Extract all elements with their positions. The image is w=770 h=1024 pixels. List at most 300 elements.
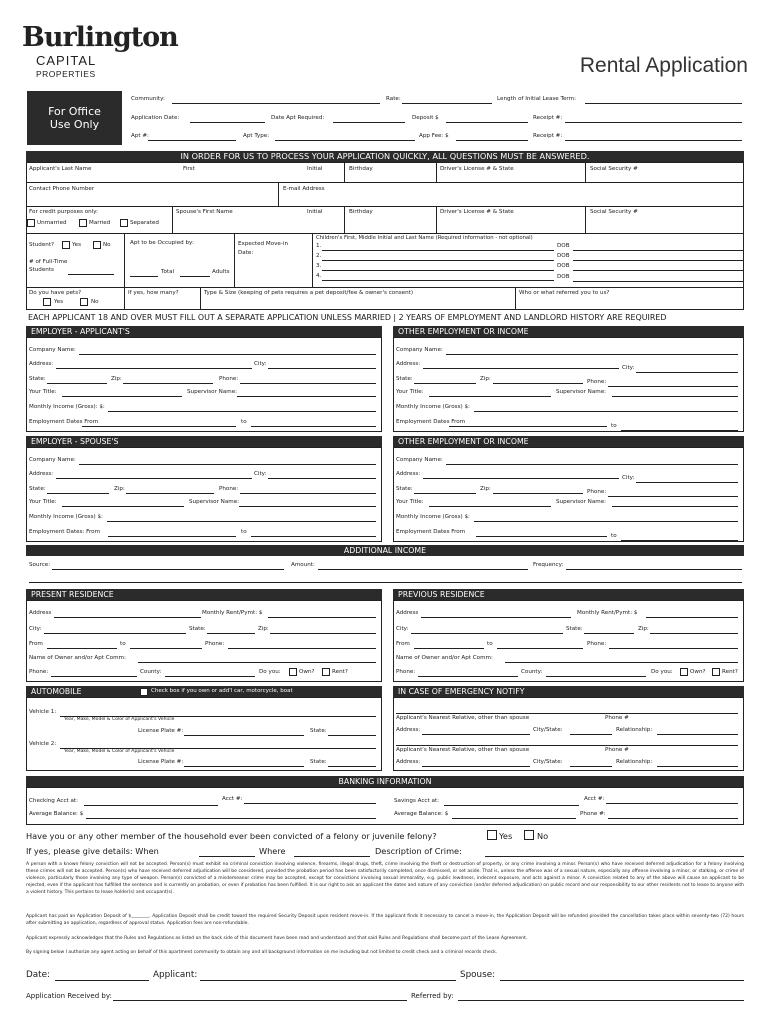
oe-state-field[interactable] xyxy=(414,383,476,384)
auto-extra-checkbox[interactable] xyxy=(140,688,148,696)
last-name-label: Applicant's Last Name xyxy=(29,166,92,172)
apt-no-field[interactable] xyxy=(148,140,236,141)
child4-num: 4. xyxy=(316,273,322,279)
fulltime-label-1: # of Full-Time xyxy=(29,259,68,265)
date-apt-req-field[interactable] xyxy=(333,122,405,123)
receipt1-label: Receipt #: xyxy=(533,115,563,121)
emp-state-field[interactable] xyxy=(47,383,107,384)
em2-address-label: Address: xyxy=(396,759,421,765)
emp-dates-label: Employment Dates From xyxy=(29,419,99,425)
pr-rent-field[interactable] xyxy=(268,617,376,618)
oe-income-label: Monthly Income (Gross) $: xyxy=(396,404,470,410)
present-residence-header: PRESENT RESIDENCE xyxy=(26,589,382,600)
how-many-label: If yes, how many? xyxy=(128,290,179,296)
sign-date-field[interactable] xyxy=(55,980,149,981)
office-line2: Use Only xyxy=(49,118,100,131)
child2-dob-field[interactable] xyxy=(573,260,743,261)
felony-no-label: No xyxy=(537,831,549,841)
oe2-title-field[interactable] xyxy=(429,506,551,507)
pr-zip-field[interactable] xyxy=(270,633,376,634)
each-applicant-notice: EACH APPLICANT 18 AND OVER MUST FILL OUT A SEPARATE APPLICATION UNLESS MARRIED | 2 YEARS OF EMPLOYMENT AND LANDLORD HISTORY ARE REQUIRED xyxy=(28,313,667,322)
child4-dob-field[interactable] xyxy=(573,281,743,282)
checking-acct-field[interactable] xyxy=(244,803,376,804)
em2-relationship-field[interactable] xyxy=(657,766,738,767)
em2-name-field[interactable] xyxy=(396,745,738,746)
received-by-field[interactable] xyxy=(113,1000,407,1001)
receipt2-label: Receipt #: xyxy=(533,133,563,139)
children-label: Children's First, Middle Initial and Last Name (Required information - not optional) xyxy=(316,235,533,241)
sp-title-label: Your Title: xyxy=(29,499,57,505)
v2-state-label: State: xyxy=(310,759,327,765)
oe2-address-field[interactable] xyxy=(423,478,619,479)
pr-owner-label: Name of Owner and/or Apt Comm: xyxy=(29,655,126,661)
apt-type-label: Apt Type: xyxy=(243,133,270,139)
sp-dates-to-field[interactable] xyxy=(251,536,376,537)
pets-label: Do you have pets? xyxy=(29,290,82,296)
ssn-label: Social Security # xyxy=(590,166,638,172)
lease-term-label: Length of Initial Lease Term: xyxy=(497,96,576,102)
pr-county-label: County: xyxy=(140,669,162,675)
em2-citystate-field[interactable] xyxy=(570,766,612,767)
pv-doyou-label: Do you: xyxy=(651,669,673,675)
oe-zip-field[interactable] xyxy=(493,383,583,384)
separated-label: Separated xyxy=(130,220,159,226)
ai-amount-field[interactable] xyxy=(318,569,528,570)
felony-when-field[interactable] xyxy=(199,856,255,857)
emp-zip-field[interactable] xyxy=(123,383,213,384)
automobile-title: AUTOMOBILE xyxy=(31,687,82,696)
oe2-phone-field[interactable] xyxy=(608,496,738,497)
child3-dob: DOB xyxy=(557,263,570,269)
pv-phone-label: Phone: xyxy=(587,641,607,647)
v1-hint: Year, Make, Model & Color of Applicant's Vehicle xyxy=(64,717,175,722)
emp-city-label: City: xyxy=(254,361,267,367)
legal-deposit-policy: Applicant has paid an Application Deposit of $________. Application Deposit shall be credit toward the required Security Deposit upon resident move-in. If the applicant finds it necessary to cancel a move-in, the Application Deposit will be refunded provided the cancellation takes place within seventy-two (72) hours after submitting an application, regardless of approval status. Application fees are non-refundable. xyxy=(26,914,744,926)
pv-zip-field[interactable] xyxy=(650,633,738,634)
v2-plate-field[interactable] xyxy=(184,766,304,767)
oe2-company-field[interactable] xyxy=(446,464,738,465)
v2-hint: Year, Make, Model & Color of Applicant's Vehicle xyxy=(64,749,175,754)
ai-frequency-field[interactable] xyxy=(566,569,742,570)
pets-no-label: No xyxy=(91,299,99,305)
felony-no-checkbox[interactable] xyxy=(524,830,534,840)
sp-title-field[interactable] xyxy=(62,506,184,507)
oe2-zip-field[interactable] xyxy=(493,493,583,494)
married-label: Married xyxy=(89,220,111,226)
unmarried-checkbox[interactable] xyxy=(27,219,35,227)
oe-company-label: Company Name: xyxy=(396,347,443,353)
pr-rent-q-label: Rent? xyxy=(332,669,348,675)
banking-header: BANKING INFORMATION xyxy=(26,776,744,787)
first-name-label: First xyxy=(183,166,195,172)
savings-balance-field[interactable] xyxy=(452,818,576,819)
em1-relative-label: Applicant's Nearest Relative, other than spouse xyxy=(396,715,530,721)
v1-state-label: State: xyxy=(310,728,327,734)
pv-phone2-label: Phone: xyxy=(396,669,416,675)
receipt2-field[interactable] xyxy=(565,140,742,141)
oe2-supervisor-field[interactable] xyxy=(612,506,738,507)
ai-frequency-label: Frequency: xyxy=(533,562,564,568)
pr-city-label: City: xyxy=(29,626,42,632)
sp-address-label: Address: xyxy=(29,471,54,477)
pr-phone-label: Phone: xyxy=(205,641,225,647)
oe-dates-label: Employment Dates From xyxy=(396,419,466,425)
sp-city-field[interactable] xyxy=(268,478,376,479)
oe-state-label: State: xyxy=(396,376,413,382)
savings-phone-field[interactable] xyxy=(608,818,738,819)
married-checkbox[interactable] xyxy=(79,219,87,227)
child4-dob: DOB xyxy=(557,274,570,280)
document-title: Rental Application xyxy=(579,54,748,77)
oe-city-label: City: xyxy=(622,365,635,371)
student-no-checkbox[interactable] xyxy=(93,241,101,249)
separated-checkbox[interactable] xyxy=(120,219,128,227)
pr-rent-checkbox[interactable] xyxy=(322,668,330,676)
emp-supervisor-label: Supervisor Name: xyxy=(187,389,238,395)
student-yes-label: Yes xyxy=(72,242,82,248)
pv-state-label: State: xyxy=(566,626,583,632)
logo-properties: PROPERTIES xyxy=(36,69,96,79)
emp-zip-label: Zip: xyxy=(111,376,122,382)
app-fee-field[interactable] xyxy=(456,140,528,141)
pr-to-label: to xyxy=(120,641,126,647)
oe-supervisor-field[interactable] xyxy=(612,396,738,397)
burlington-logo xyxy=(22,22,182,82)
emp-address-label: Address: xyxy=(29,361,54,367)
pv-rent-q-label: Rent? xyxy=(722,669,738,675)
emp-city-field[interactable] xyxy=(268,368,376,369)
savings-balance-label: Average Balance: $ xyxy=(394,811,449,817)
v1-label: Vehicle 1: xyxy=(29,709,57,715)
emp-company-field[interactable] xyxy=(79,354,376,355)
sp-income-label: Monthly Income (Gross) $: xyxy=(29,514,103,520)
oe2-zip-label: Zip: xyxy=(480,486,491,492)
total-field[interactable] xyxy=(130,276,158,277)
pr-phone-field[interactable] xyxy=(228,648,376,649)
birthday-label: Birthday xyxy=(349,166,373,172)
oe2-city-field[interactable] xyxy=(636,482,738,483)
ai-amount-label: Amount: xyxy=(291,562,315,568)
felony-desc-label: Description of Crime: xyxy=(375,846,462,856)
referred-by-field[interactable] xyxy=(458,1000,744,1001)
pv-phone-field[interactable] xyxy=(609,648,738,649)
app-date-label: Application Date: xyxy=(131,115,180,121)
oe-phone-field[interactable] xyxy=(608,386,738,387)
sp-company-label: Company Name: xyxy=(29,457,76,463)
spouse-birthday-label: Birthday xyxy=(349,209,373,215)
child2-dob: DOB xyxy=(557,253,570,259)
pr-state-field[interactable] xyxy=(207,633,255,634)
v1-plate-field[interactable] xyxy=(184,735,304,736)
legal-authorization: By signing below I authorize any agent acting on behalf of this apartment community to obtain any and all background information on me including but not limited to credit check and a criminal records check. xyxy=(26,950,498,955)
pets-no-checkbox[interactable] xyxy=(80,298,88,306)
student-label: Student? xyxy=(29,242,54,248)
child3-num: 3. xyxy=(316,263,322,269)
other-employment-header: OTHER EMPLOYMENT OR INCOME xyxy=(393,326,744,337)
emp-title-label: Your Title: xyxy=(29,389,57,395)
emergency-header: IN CASE OF EMERGENCY NOTIFY xyxy=(393,686,744,697)
emp-dates-to-field[interactable] xyxy=(251,426,376,427)
student-yes-checkbox[interactable] xyxy=(62,241,70,249)
ai-extra-line[interactable] xyxy=(29,582,742,583)
ai-source-field[interactable] xyxy=(52,569,284,570)
movein-label-2: Date: xyxy=(238,250,254,256)
sign-applicant-field[interactable] xyxy=(200,980,456,981)
pets-yes-label: Yes xyxy=(54,299,64,305)
oe2-company-label: Company Name: xyxy=(396,457,443,463)
sp-supervisor-field[interactable] xyxy=(239,506,376,507)
pet-type-label: Type & Size (keeping of pets requires a pet deposit/fee & owner's consent) xyxy=(204,290,414,296)
logo-capital: CAPITAL xyxy=(36,53,97,68)
oe-income-field[interactable] xyxy=(474,411,738,412)
emp-address-field[interactable] xyxy=(56,368,252,369)
pr-phone2-field[interactable] xyxy=(51,676,137,677)
oe-city-field[interactable] xyxy=(636,372,738,373)
pr-rent-label: Monthly Rent/Pymt: $ xyxy=(202,610,263,616)
rate-label: Rate: xyxy=(386,96,401,102)
apt-no-label: Apt #: xyxy=(131,133,149,139)
felony-details-label: If yes, please give details: When xyxy=(26,846,159,856)
pr-address-field[interactable] xyxy=(54,617,201,618)
lease-term-field[interactable] xyxy=(585,103,742,104)
sign-spouse-field[interactable] xyxy=(500,980,744,981)
emp-dates-from-field[interactable] xyxy=(82,426,236,427)
oe2-address-label: Address: xyxy=(396,471,421,477)
pr-address-label: Address xyxy=(29,610,52,616)
oe-address-field[interactable] xyxy=(423,368,619,369)
oe2-to-label: to xyxy=(611,533,617,539)
emp-company-label: Company Name: xyxy=(29,347,76,353)
sp-state-label: State: xyxy=(29,486,46,492)
pr-from-label: From xyxy=(29,641,43,647)
office-use-box xyxy=(27,91,122,145)
child2-num: 2. xyxy=(316,253,322,259)
em2-address-field[interactable] xyxy=(422,766,530,767)
child4-field[interactable] xyxy=(322,280,554,281)
pv-own-checkbox[interactable] xyxy=(680,668,688,676)
pv-address-label: Address xyxy=(396,610,419,616)
child2-field[interactable] xyxy=(322,260,554,261)
logo-name: Burlington xyxy=(22,22,178,53)
student-no-label: No xyxy=(103,242,111,248)
felony-where-label: Where xyxy=(259,846,286,856)
checking-acct-label: Acct #: xyxy=(222,796,243,802)
credit-label: For credit purposes only: xyxy=(29,209,99,215)
sp-to-label: to xyxy=(241,529,247,535)
oe2-income-field[interactable] xyxy=(474,521,738,522)
emp-phone-field[interactable] xyxy=(240,383,376,384)
em1-name-field[interactable] xyxy=(396,713,738,714)
felony-yes-checkbox[interactable] xyxy=(487,830,497,840)
pr-phone2-label: Phone: xyxy=(29,669,49,675)
office-line1: For Office xyxy=(48,105,101,118)
auto-check-label: Check box if you own or add'l car, motorcycle, boat xyxy=(151,688,293,694)
child1-field[interactable] xyxy=(322,250,554,251)
pv-to-label: to xyxy=(487,641,493,647)
sign-spouse-label: Spouse: xyxy=(460,970,496,980)
total-label: Total xyxy=(161,269,175,275)
checking-balance-field[interactable] xyxy=(86,818,376,819)
sign-applicant-label: Applicant: xyxy=(153,970,198,980)
oe-title-label: Your Title: xyxy=(396,389,424,395)
sp-city-label: City: xyxy=(254,471,267,477)
sp-address-field[interactable] xyxy=(56,478,252,479)
sp-income-field[interactable] xyxy=(107,521,376,522)
savings-acct-field[interactable] xyxy=(606,803,738,804)
fulltime-label-2: Students xyxy=(29,267,54,273)
email-label: E-mail Address xyxy=(283,186,325,192)
pr-from-field[interactable] xyxy=(47,648,117,649)
sp-company-field[interactable] xyxy=(79,464,376,465)
oe2-title-label: Your Title: xyxy=(396,499,424,505)
child3-dob-field[interactable] xyxy=(573,270,743,271)
deposit-field[interactable] xyxy=(446,122,528,123)
pr-owner-field[interactable] xyxy=(138,662,376,663)
pv-phone2-field[interactable] xyxy=(418,676,518,677)
pr-zip-label: Zip: xyxy=(258,626,269,632)
savings-phone-label: Phone #: xyxy=(580,811,606,817)
occupied-label: Apt to be Occupied by: xyxy=(130,240,194,246)
emp-to-label: to xyxy=(241,419,247,425)
pv-state-field[interactable] xyxy=(584,633,634,634)
oe2-dates-from-field[interactable] xyxy=(476,536,607,537)
oe2-supervisor-label: Supervisor Name: xyxy=(556,499,607,505)
pv-owner-field[interactable] xyxy=(505,662,738,663)
em1-phone-label: Phone # xyxy=(605,715,629,721)
sign-date-label: Date: xyxy=(26,970,50,980)
sp-phone-field[interactable] xyxy=(240,493,376,494)
pr-city-field[interactable] xyxy=(44,633,186,634)
oe-dates-from-field[interactable] xyxy=(449,426,607,427)
unmarried-label: Unmarried xyxy=(37,220,67,226)
pv-address-field[interactable] xyxy=(421,617,571,618)
em1-citystate-field[interactable] xyxy=(570,734,612,735)
oe2-state-field[interactable] xyxy=(414,493,476,494)
oe2-income-label: Monthly Income (Gross) $: xyxy=(396,514,470,520)
em2-relative-label: Applicant's Nearest Relative, other than spouse xyxy=(396,747,530,753)
employer-spouse-header: EMPLOYER - SPOUSE'S xyxy=(26,436,382,447)
oe-phone-label: Phone: xyxy=(587,379,607,385)
pv-rent-field[interactable] xyxy=(646,617,738,618)
sp-dates-label: Employment Dates: From xyxy=(29,529,101,535)
community-label: Community: xyxy=(131,96,165,102)
v1-state-field[interactable] xyxy=(328,735,376,736)
pets-yes-checkbox[interactable] xyxy=(43,298,51,306)
additional-income-header: ADDITIONAL INCOME xyxy=(26,545,744,556)
emp-title-field[interactable] xyxy=(62,396,182,397)
fulltime-field[interactable] xyxy=(68,274,114,275)
checking-balance-label: Average Balance: $ xyxy=(29,811,84,817)
sp-supervisor-label: Supervisor Name: xyxy=(189,499,240,505)
other-employment-header-2: OTHER EMPLOYMENT OR INCOME xyxy=(393,436,744,447)
em1-relationship-field[interactable] xyxy=(657,734,738,735)
rate-field[interactable] xyxy=(402,103,492,104)
sp-dates-from-field[interactable] xyxy=(108,536,236,537)
deposit-label: Deposit $ xyxy=(412,115,439,121)
child3-field[interactable] xyxy=(322,270,554,271)
em2-citystate-label: City/State: xyxy=(533,759,563,765)
pr-own-checkbox[interactable] xyxy=(289,668,297,676)
ai-source-label: Source: xyxy=(29,562,51,568)
legal-rules-ack: Applicant expressly acknowledges that the Rules and Regulations as listed on the back side of this document have been read and understood and that said Rules and Regulations shall become part of the Lease Agreement. xyxy=(26,936,528,941)
community-field[interactable] xyxy=(172,103,380,104)
pv-city-label: City: xyxy=(396,626,409,632)
oe-zip-label: Zip: xyxy=(480,376,491,382)
adults-label: Adults xyxy=(212,269,230,275)
oe-dates-to-field[interactable] xyxy=(621,430,738,431)
oe-company-field[interactable] xyxy=(446,354,738,355)
date-apt-req-label: Date Apt Required: xyxy=(271,115,325,121)
oe-address-label: Address: xyxy=(396,361,421,367)
emp-state-label: State: xyxy=(29,376,46,382)
sp-zip-field[interactable] xyxy=(126,493,214,494)
sp-phone-label: Phone: xyxy=(219,486,239,492)
receipt1-field[interactable] xyxy=(565,122,742,123)
spouse-initial-label: Initial xyxy=(307,209,323,215)
oe2-dates-label: Employment Dates From xyxy=(396,529,466,535)
oe2-phone-label: Phone: xyxy=(587,489,607,495)
emp-income-field[interactable] xyxy=(108,411,376,412)
pr-to-field[interactable] xyxy=(130,648,202,649)
spouse-dl-label: Driver's License # & State xyxy=(440,209,514,215)
app-fee-label: App Fee: $ xyxy=(419,133,449,139)
pv-city-field[interactable] xyxy=(411,633,563,634)
pv-from-field[interactable] xyxy=(414,648,484,649)
app-date-field[interactable] xyxy=(190,122,265,123)
oe-supervisor-label: Supervisor Name: xyxy=(556,389,607,395)
savings-acct-label: Acct #: xyxy=(584,796,605,802)
pr-county-field[interactable] xyxy=(165,676,255,677)
spouse-first-label: Spouse's First Name xyxy=(176,209,233,215)
previous-residence-header: PREVIOUS RESIDENCE xyxy=(393,589,744,600)
em1-address-field[interactable] xyxy=(422,734,530,735)
checking-label: Checking Acct at: xyxy=(29,798,78,804)
em2-relationship-label: Relationship: xyxy=(616,759,653,765)
pv-rent-checkbox[interactable] xyxy=(712,668,720,676)
felony-desc-field[interactable] xyxy=(485,856,744,857)
savings-field[interactable] xyxy=(444,805,579,806)
savings-label: Savings Acct at: xyxy=(394,798,439,804)
sp-state-field[interactable] xyxy=(47,493,109,494)
oe-to-label: to xyxy=(611,423,617,429)
oe-title-field[interactable] xyxy=(429,396,551,397)
spouse-ssn-label: Social Security # xyxy=(590,209,638,215)
em1-address-label: Address: xyxy=(396,727,421,733)
emp-supervisor-field[interactable] xyxy=(237,396,376,397)
emp-phone-label: Phone: xyxy=(219,376,239,382)
pv-rent-label: Monthly Rent/Pymt: $ xyxy=(577,610,638,616)
child1-dob-field[interactable] xyxy=(573,250,743,251)
pv-to-field[interactable] xyxy=(497,648,583,649)
legal-criminal-policy: A person with a known felony conviction will not be accepted. Person(s) must exhibit no criminal conviction involving violence, firearms, illegal drugs, theft, crime involving the theft or destruction of property, or any crime involving a minor. Person(s) who have received deferred adjudication for a felony involving these crimes will not be accepted. Person(s) who have received deferred adjudication will be considered, provided the probation period has been satisfactorily completed, once dismissed, or set aside. That is, unless the offense was of a sexual nature, especially any offense involving a minor, or stalking, or crime of violence, particularly those involving any type of weapon. Person(s) convicted of a misdemeanor crime may be accepted, except for convictions involving sexual immorality, e.g. public lewdness, indecent exposure, and acts against a minor. A conviction related to any of the above will cause an applicant to be rejected, even if the applicant has fulfilled the sentence and is currently on probation, or even if probation has been fulfilled. It is our right to ask an applicant the dates and nature of any conviction (and/or deferred adjudication) on public record and our responsibility to our other residents not to lease to anyone with a violent history. This pertains to lease holder(s) and occupant(s). xyxy=(26,862,744,895)
v2-plate-label: License Plate #: xyxy=(138,759,184,765)
initial-label: Initial xyxy=(307,166,323,172)
oe2-dates-to-field[interactable] xyxy=(621,540,738,541)
felony-yes-label: Yes xyxy=(499,831,513,841)
felony-where-field[interactable] xyxy=(294,856,370,857)
pv-county-field[interactable] xyxy=(546,676,646,677)
adults-field[interactable] xyxy=(180,276,210,277)
pv-owner-label: Name of Owner and/or Apt Comm: xyxy=(396,655,493,661)
checking-field[interactable] xyxy=(84,805,218,806)
apt-type-field[interactable] xyxy=(275,140,415,141)
sp-zip-label: Zip: xyxy=(114,486,125,492)
oe2-city-label: City: xyxy=(622,475,635,481)
phone-label: Contact Phone Number xyxy=(29,186,95,192)
pv-from-label: From xyxy=(396,641,410,647)
v2-state-field[interactable] xyxy=(328,766,376,767)
em2-phone-label: Phone # xyxy=(605,747,629,753)
